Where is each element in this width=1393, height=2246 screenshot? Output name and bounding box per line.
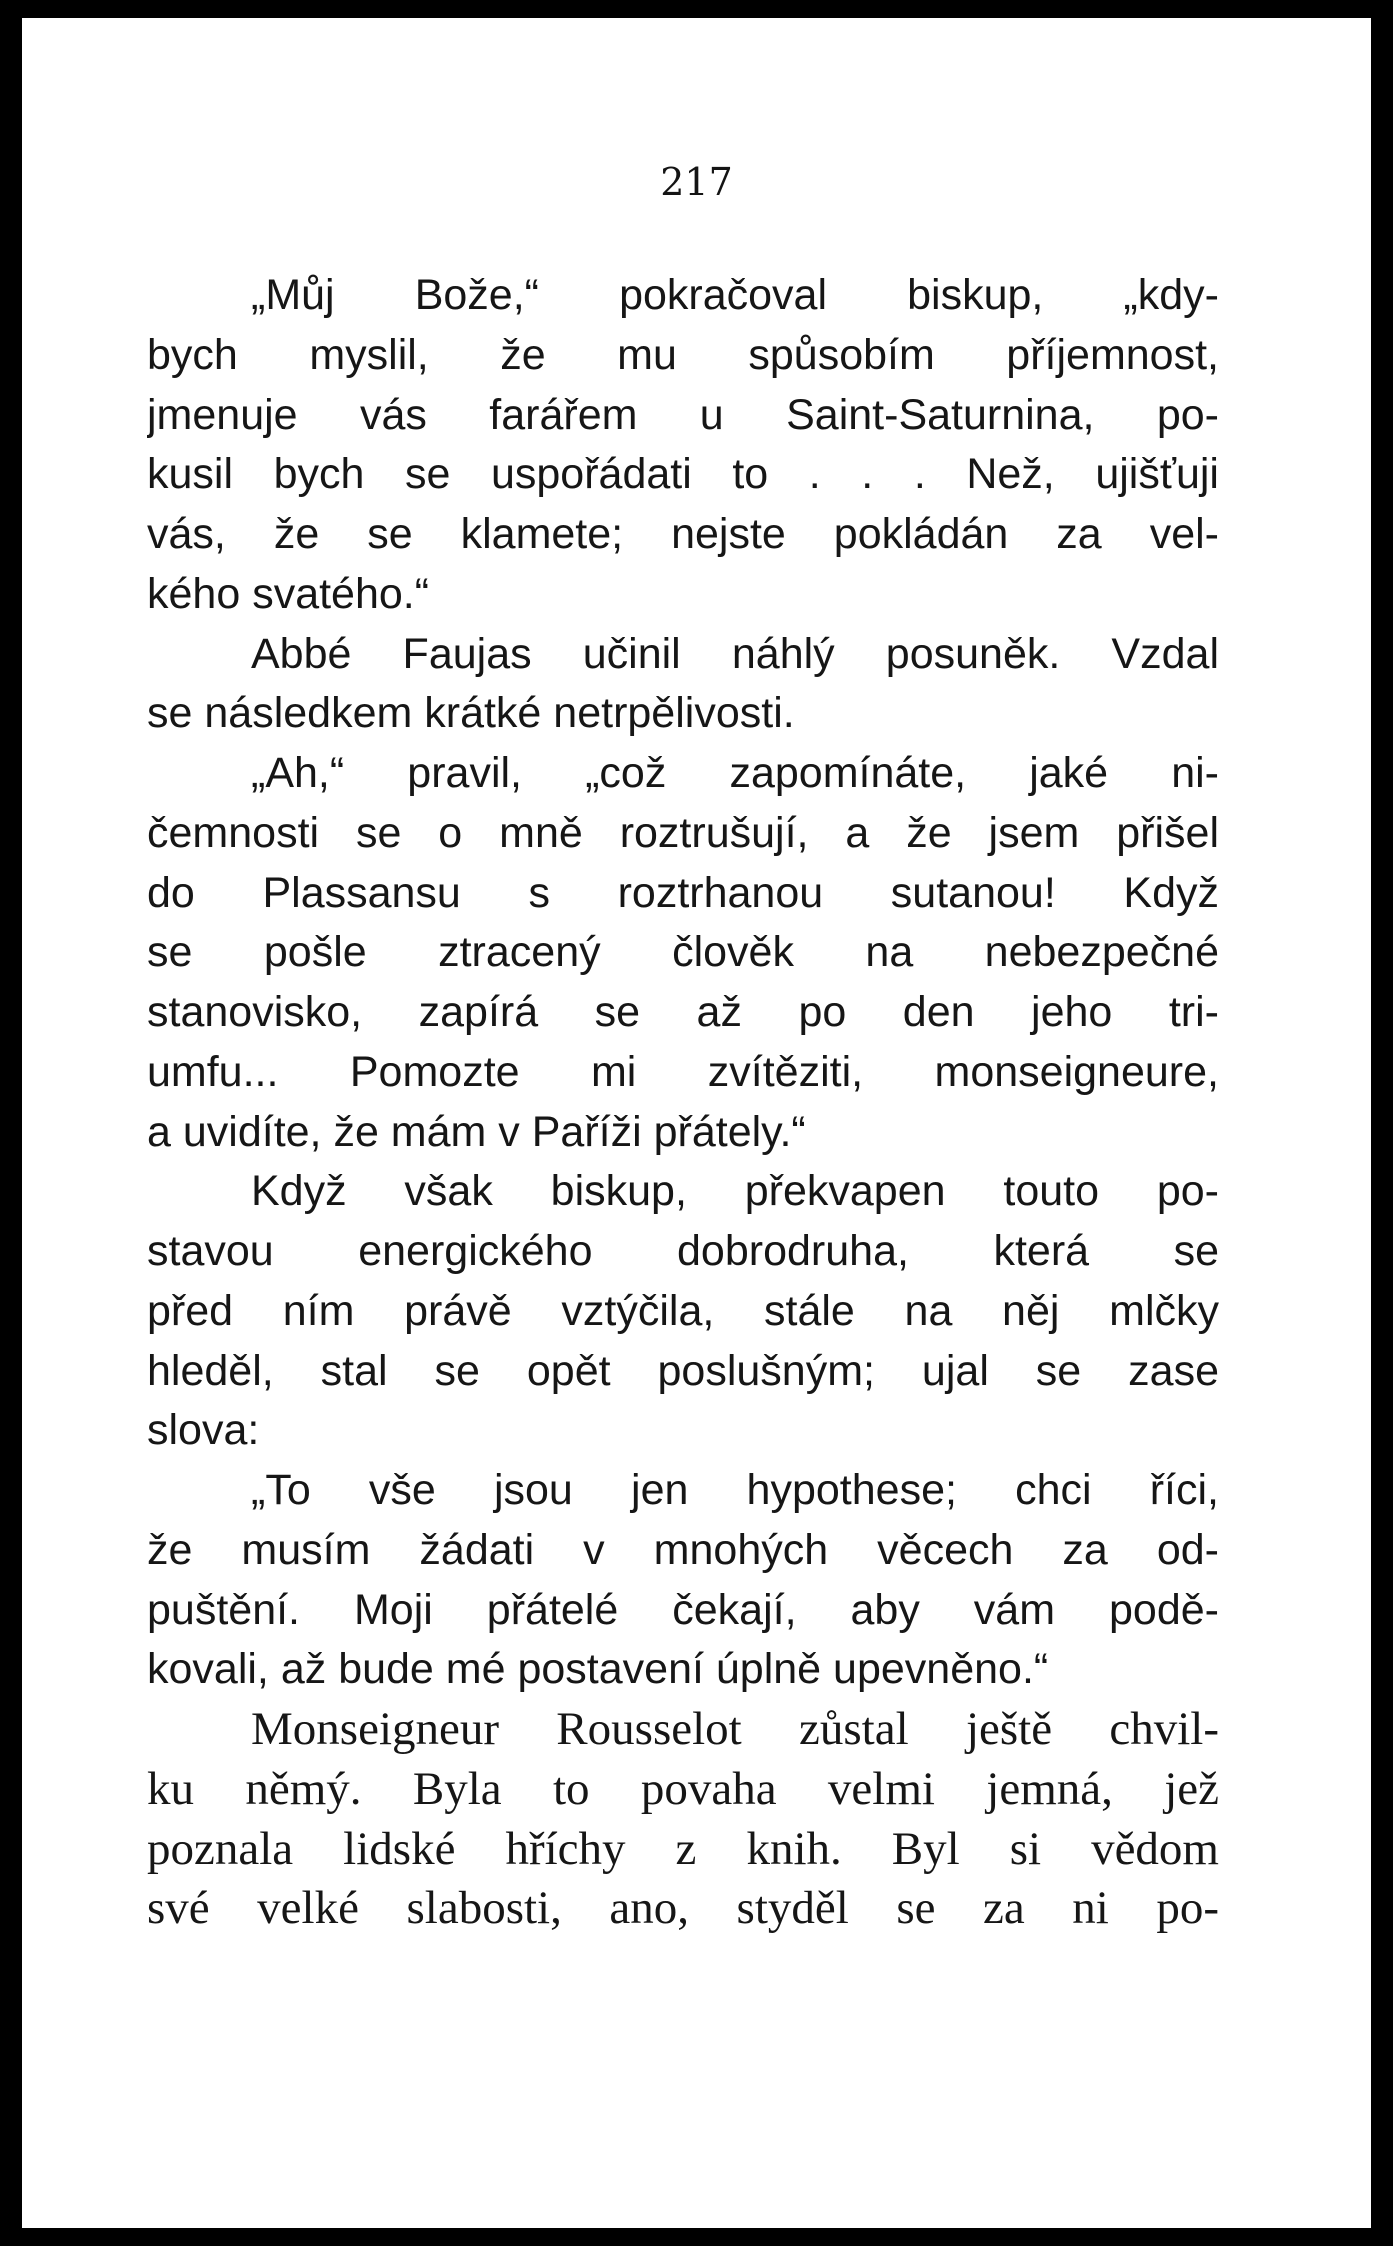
text-line: stanovisko, zapírá se až po den jeho tri- [147,988,1219,1036]
text-line: kusil bych se uspořádati to . . . Než, ujišťuji [147,450,1219,499]
text-line: kého svatého.“ [147,569,430,618]
text-line: Monseigneur Rousselot zůstal ještě chvil- [251,1703,1219,1755]
text-line: jmenuje vás farářem u Saint-Saturnina, po- [147,390,1219,439]
text-line: „To vše jsou jen hypothese; chci říci, [251,1466,1219,1514]
text-line: poznala lidské hříchy z knih. Byl si vědom [147,1822,1219,1875]
text-line: hleděl, stal se opět poslušným; ujal se zase [147,1346,1219,1395]
book-page [22,18,1371,2228]
text-line: umfu... Pomozte mi zvítěziti, monseigneure, [147,1047,1219,1096]
text-line: do Plassansu s roztrhanou sutanou! Když [147,868,1219,917]
text-line: „Můj Bože,“ pokračoval biskup, „kdy- [251,271,1219,319]
text-line: vás, že se klamete; nejste pokládán za vel- [147,510,1219,558]
text-line: bych myslil, že mu spůsobím příjemnost, [147,330,1219,379]
text-line: ku němý. Byla to povaha velmi jemná, jež [147,1762,1219,1815]
text-line: a uvidíte, že mám v Paříži přátely.“ [147,1107,806,1156]
text-line: slova: [147,1406,260,1455]
text-line: své velké slabosti, ano, styděl se za ni po- [147,1882,1219,1935]
text-line: čemnosti se o mně roztrušují, a že jsem přišel [147,808,1219,857]
text-line: se následkem krátké netrpělivosti. [147,689,795,738]
text-line: že musím žádati v mnohých věcech za od- [147,1525,1219,1574]
text-line: stavou energického dobrodruha, která se [147,1227,1219,1275]
page-number: 217 [660,160,733,204]
text-line: Abbé Faujas učinil náhlý posuněk. Vzdal [251,629,1219,678]
body-text [147,266,1219,1939]
text-line: Když však biskup, překvapen touto po- [251,1167,1219,1216]
text-line: „Ah,“ pravil, „což zapomínáte, jaké ni- [251,749,1219,797]
text-line: před ním právě vztýčila, stále na něj mlčky [147,1286,1219,1335]
text-line: puštění. Moji přátelé čekají, aby vám podě- [147,1585,1219,1634]
text-line: se pošle ztracený člověk na nebezpečné [147,928,1219,977]
text-line: kovali, až bude mé postavení úplně upevněno.“ [147,1645,1049,1694]
